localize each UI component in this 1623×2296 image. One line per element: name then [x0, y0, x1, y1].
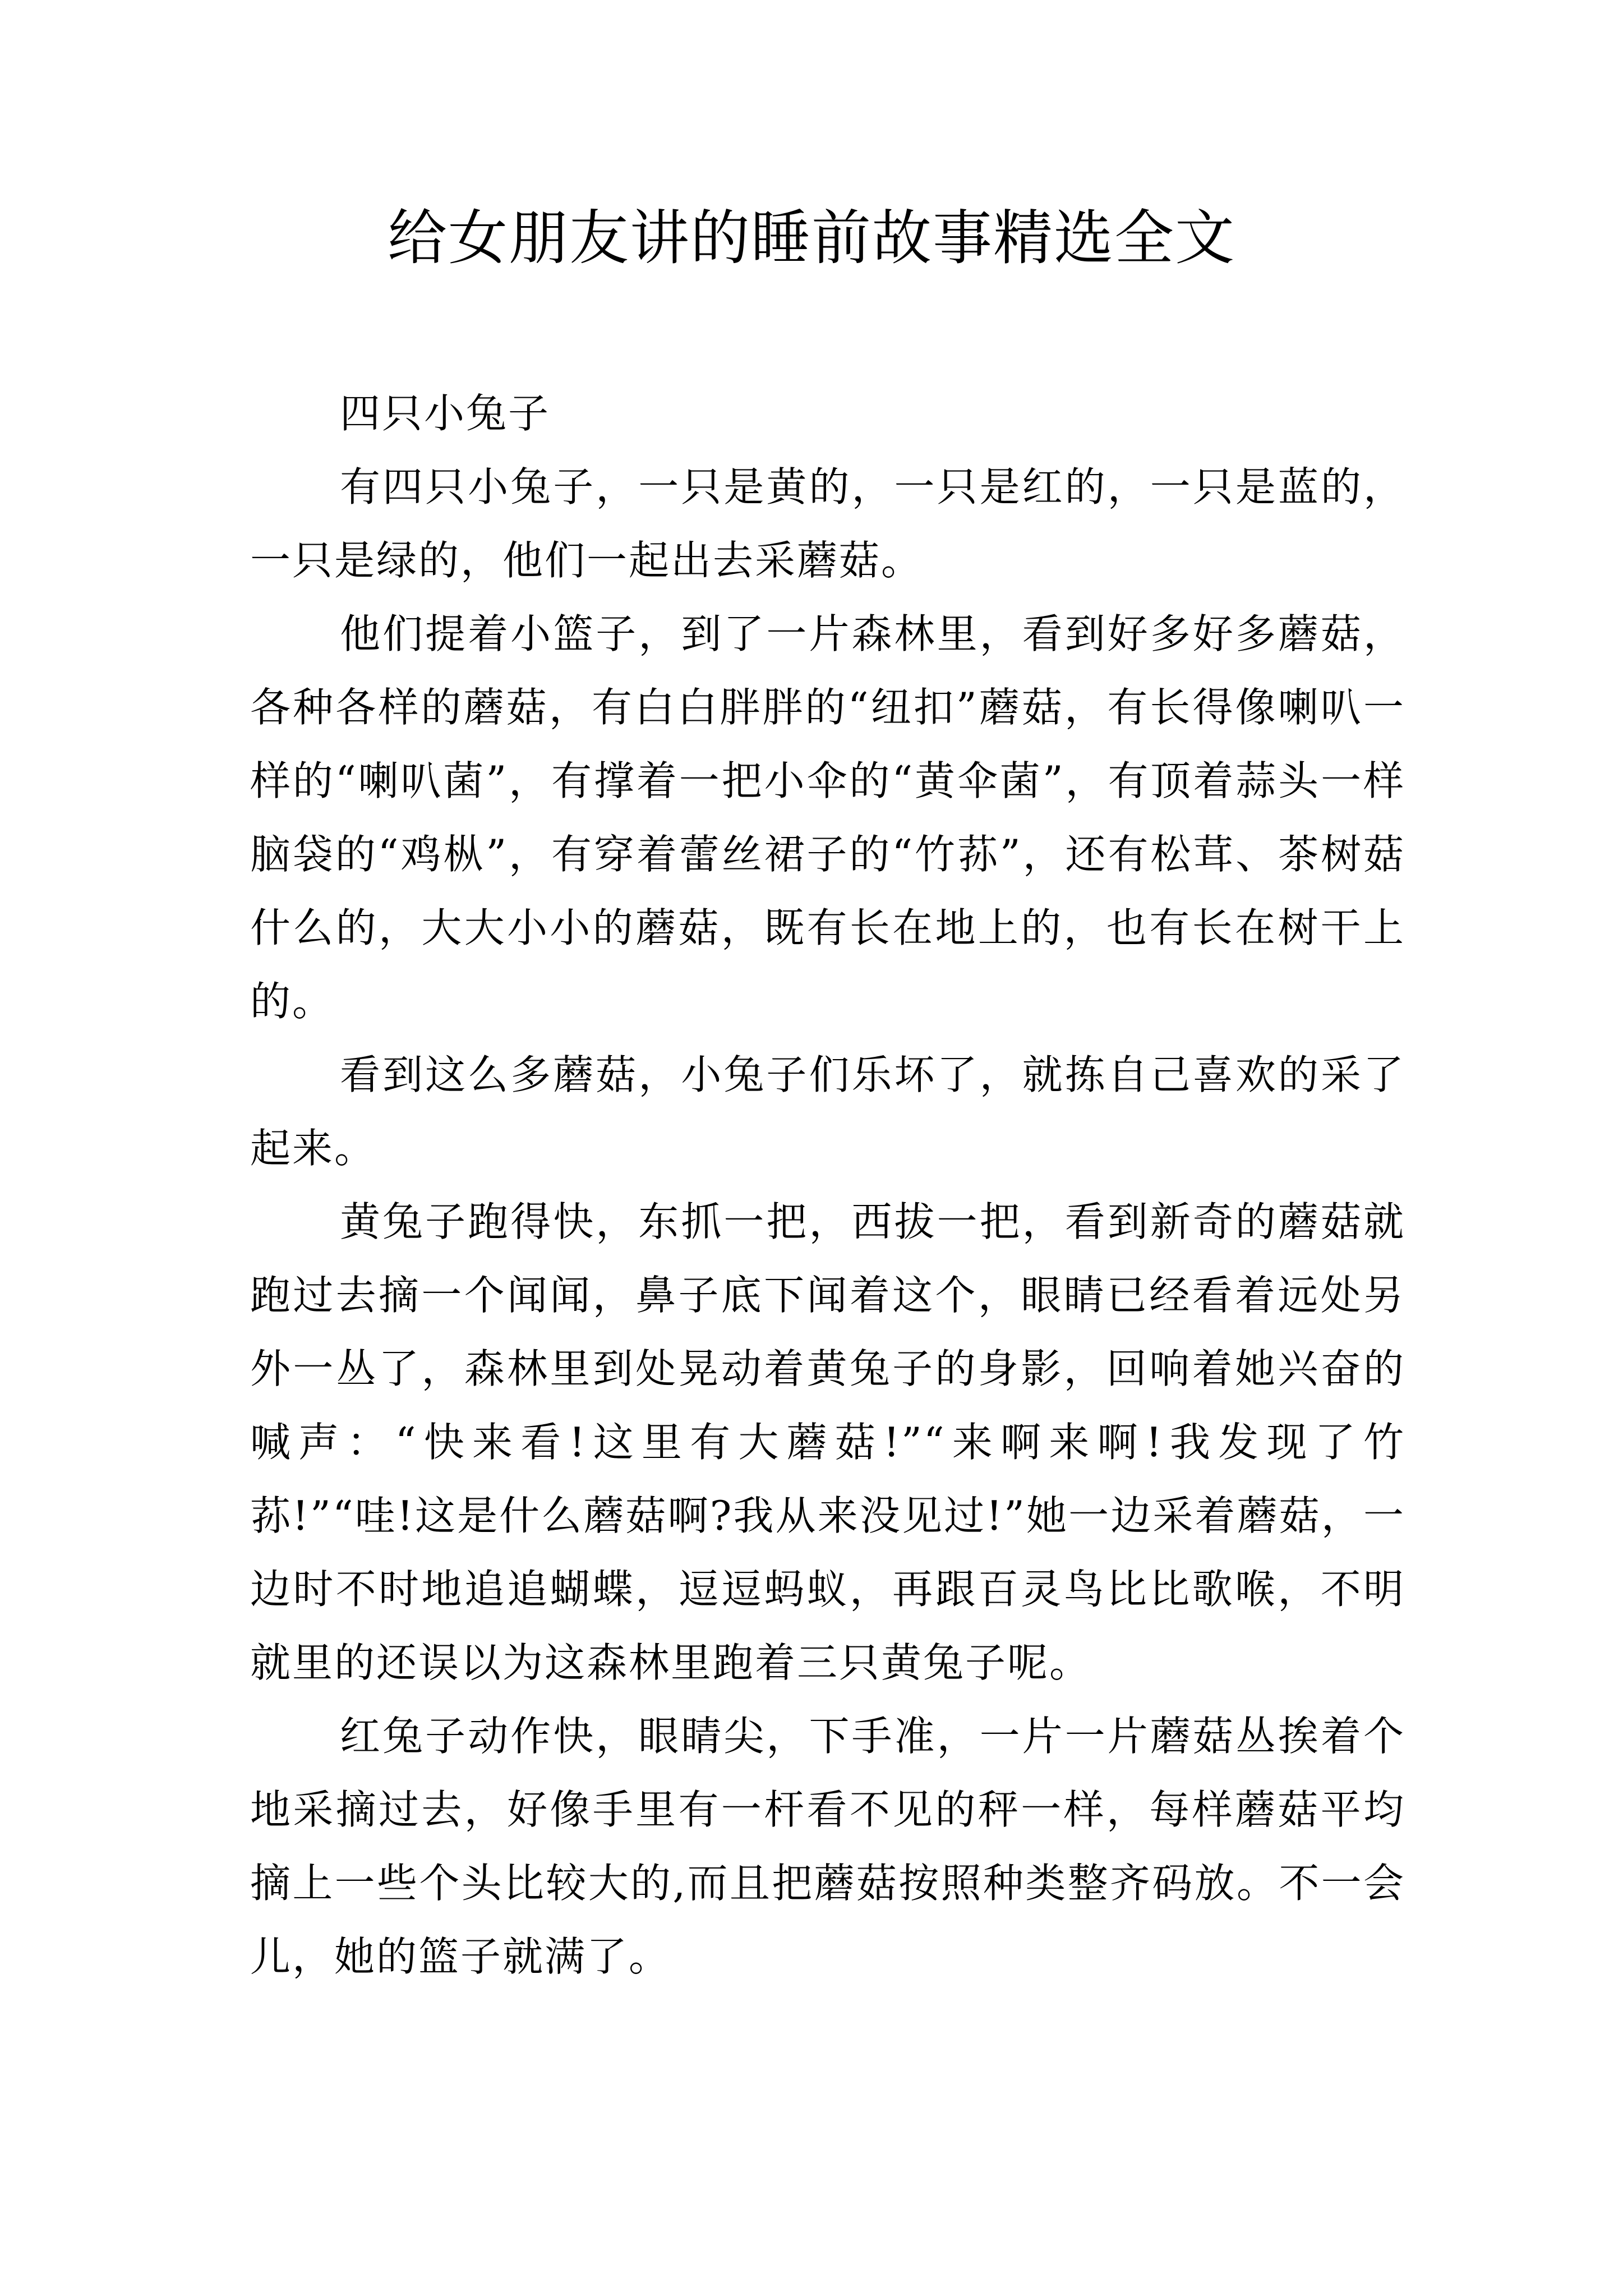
document-body — [250, 377, 1405, 1994]
paragraph-2: 他们提着小篮子，到了一片森林里，看到好多好多蘑菇，各种各样的蘑菇，有白白胖胖的“纽扣”蘑菇，有长得像喇叭一样的“喇叭菌”，有撑着一把小伞的“黄伞菌”，有顶着蒜头一样脑袋的“鸡枞”，有穿着蕾丝裙子的“竹荪”，还有松茸、茶树菇什么的，大大小小的蘑菇，既有长在地上的，也有长在树干上的。 — [250, 610, 1405, 1025]
paragraph-1: 有四只小兔子，一只是黄的，一只是红的，一只是蓝的，一只是绿的，他们一起出去采蘑菇。 — [250, 463, 1405, 584]
story-subtitle: 四只小兔子 — [340, 390, 551, 437]
document-title: 给女朋友讲的睡前故事精选全文 — [388, 204, 1235, 273]
paragraph-4: 黄兔子跑得快，东抓一把，西拔一把，看到新奇的蘑菇就跑过去摘一个闻闻，鼻子底下闻着这个，眼睛已经看着远处另外一丛了，森林里到处晃动着黄兔子的身影，回响着她兴奋的喊声：“快来看!这里有大蘑菇!”“来啊来啊!我发现了竹荪!”“哇!这是什么蘑菇啊?我从来没见过!”她一边采着蘑菇，一边时不时地追追蝴蝶，逗逗蚂蚁，再跟百灵鸟比比歌喉，不明就里的还误以为这森林里跑着三只黄兔子呢。 — [250, 1198, 1405, 1686]
paragraph-5: 红兔子动作快，眼睛尖，下手准，一片一片蘑菇丛挨着个地采摘过去，好像手里有一杆看不见的秤一样，每样蘑菇平均摘上一些个头比较大的,而且把蘑菇按照种类整齐码放。不一会儿，她的篮子就满了。 — [250, 1713, 1405, 1980]
paragraph-3: 看到这么多蘑菇，小兔子们乐坏了，就拣自己喜欢的采了起来。 — [250, 1051, 1405, 1172]
